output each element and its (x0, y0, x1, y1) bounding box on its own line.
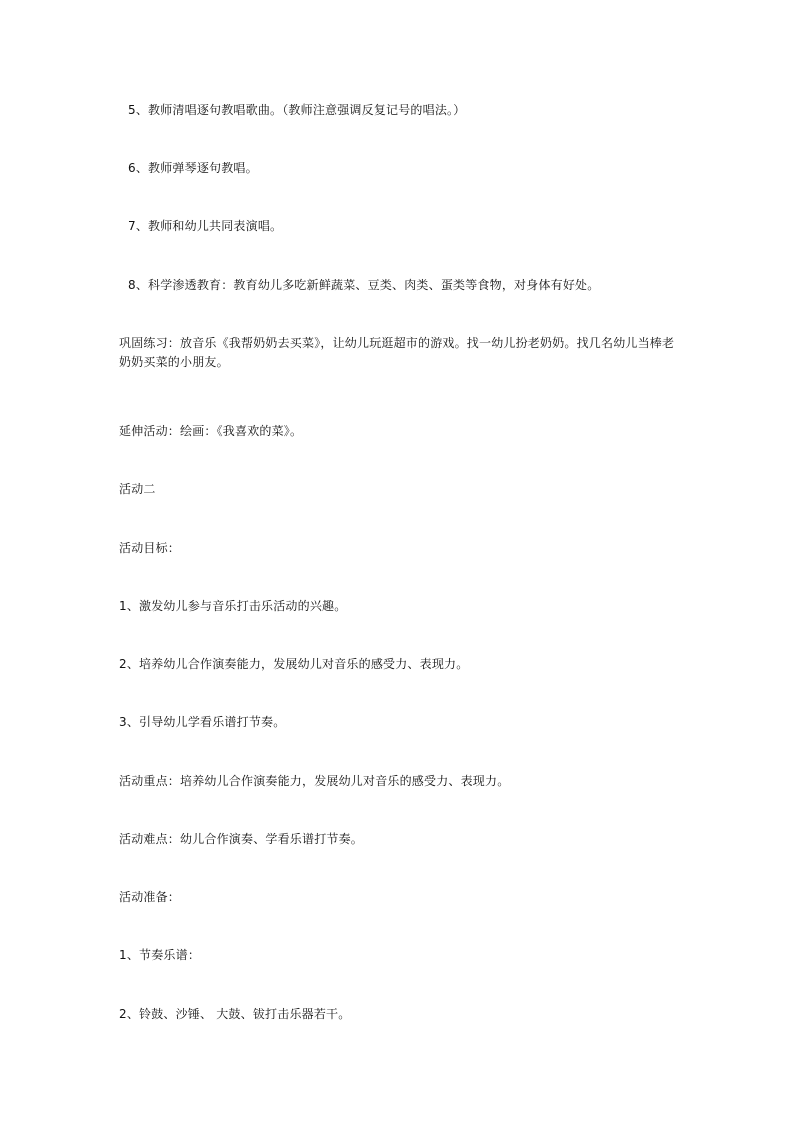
activity-goals-heading: 活动目标： (119, 541, 181, 555)
practice-paragraph: 巩固练习：放音乐《我帮奶奶去买菜》，让幼儿玩逛超市的游戏。找一幼儿扮老奶奶。找几名幼儿当棒老奶奶买菜的小朋友。 (119, 336, 675, 369)
goal-3-text: 3、引导幼儿学看乐谱打节奏。 (119, 715, 286, 729)
goal-1-text: 1、激发幼儿参与音乐打击乐活动的兴趣。 (119, 599, 347, 613)
goal-2-text: 2、培养幼儿合作演奏能力，发展幼儿对音乐的感受力、表现力。 (119, 657, 469, 671)
preparation-2-text: 2、铃鼓、沙锤、 大鼓、钹打击乐器若干。 (119, 1007, 351, 1021)
step-7-text: 7、教师和幼儿共同表演唱。 (128, 219, 283, 233)
preparation-heading: 活动准备： (119, 890, 181, 904)
key-points-text: 活动重点：培养幼儿合作演奏能力，发展幼儿对音乐的感受力、表现力。 (119, 774, 510, 788)
activity-two-heading: 活动二 (119, 482, 156, 496)
extension-activity: 延伸活动：绘画：《我喜欢的菜》。 (119, 424, 303, 438)
step-5-text: 5、教师清唱逐句教唱歌曲。（教师注意强调反复记号的唱法。） (128, 103, 466, 117)
step-6-text: 6、教师弹琴逐句教唱。 (128, 161, 258, 175)
step-8-text: 8、科学渗透教育：教育幼儿多吃新鲜蔬菜、豆类、肉类、蛋类等食物，对身体有好处。 (128, 278, 600, 292)
preparation-1-text: 1、节奏乐谱： (119, 948, 201, 962)
difficult-points-text: 活动难点：幼儿合作演奏、学看乐谱打节奏。 (119, 832, 364, 846)
